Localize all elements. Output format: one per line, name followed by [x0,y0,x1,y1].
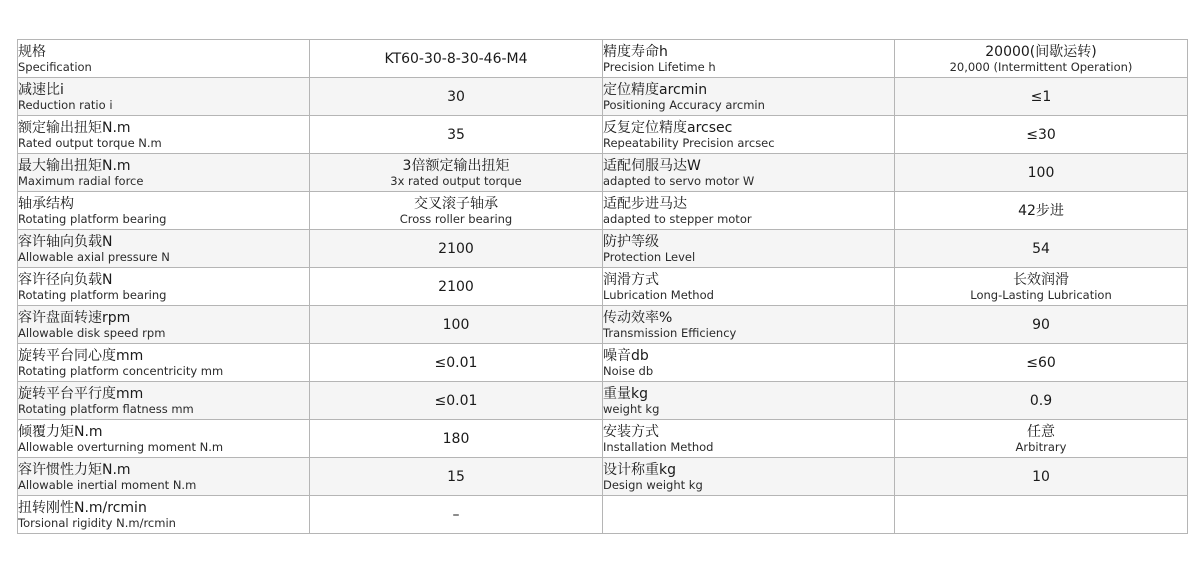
param-name-zh: 旋转平台同心度mm [18,347,144,364]
right-param-value-cell [895,458,1188,496]
param-value: ≤30 [1026,126,1056,143]
param-name-en: Protection Level [603,249,696,264]
param-name-en: Noise db [603,363,654,378]
param-name-en: Repeatability Precision arcsec [603,135,775,150]
param-name-en: Precision Lifetime h [603,59,716,74]
param-name-zh: 适配伺服马达W [603,157,701,174]
table-row [18,458,1188,496]
param-name-zh: 轴承结构 [18,195,74,212]
param-name-zh: 倾覆力矩N.m [18,423,103,440]
param-name-zh: 规格 [18,43,46,60]
param-value: 100 [442,316,470,333]
left-param-value-cell [310,40,603,78]
left-param-value-cell [310,192,603,230]
param-value: 54 [1032,240,1050,257]
param-name-zh: 额定输出扭矩N.m [18,119,131,136]
param-value-note: 3x rated output torque [390,173,522,188]
param-value: – [452,506,460,523]
table-row [18,78,1188,116]
table-row [18,344,1188,382]
table-row [18,192,1188,230]
param-name-en: Positioning Accuracy arcmin [603,97,765,112]
param-name-en: Specification [18,59,92,74]
right-param-value-cell [895,154,1188,192]
left-param-value-cell [310,382,603,420]
left-param-value-cell [310,420,603,458]
param-name-en: Rated output torque N.m [18,135,162,150]
param-name-zh: 定位精度arcmin [603,81,708,98]
param-value-note: 20,000 (Intermittent Operation) [949,59,1133,74]
param-name-en: Rotating platform concentricity mm [18,363,224,378]
right-param-value-cell [895,306,1188,344]
table-row [18,306,1188,344]
left-param-value-cell [310,116,603,154]
param-name-zh: 精度寿命h [603,43,668,60]
table-row [18,420,1188,458]
left-param-value-cell [310,230,603,268]
param-value: 2100 [438,278,474,295]
param-name-zh: 旋转平台平行度mm [18,385,144,402]
param-value: 15 [447,468,465,485]
param-value: 30 [447,88,465,105]
param-value: 交叉滚子轴承 [414,195,498,212]
right-param-label-cell [603,78,895,116]
param-name-zh: 容许轴向负载N [18,233,113,250]
param-name-zh: 重量kg [603,385,648,402]
param-value-note: Arbitrary [1015,439,1067,454]
param-value: ≤0.01 [434,392,478,409]
param-name-en: adapted to servo motor W [603,173,755,188]
left-param-value-cell [310,496,603,534]
param-name-zh: 反复定位精度arcsec [603,119,733,136]
right-param-label-cell [603,192,895,230]
right-param-label-cell [603,420,895,458]
right-param-value-cell [895,230,1188,268]
left-param-label-cell [18,78,310,116]
param-value: ≤0.01 [434,354,478,371]
param-name-en: Lubrication Method [603,287,714,302]
param-value-note: Long-Lasting Lubrication [970,287,1112,302]
param-name-zh: 减速比i [18,81,64,98]
spec-table-body [18,40,1188,534]
param-value: ≤1 [1030,88,1052,105]
right-param-label-cell [603,230,895,268]
param-name-en: Allowable axial pressure N [18,249,170,264]
right-param-value-cell [895,382,1188,420]
table-row [18,496,1188,534]
param-value: KT60-30-8-30-46-M4 [384,50,528,67]
param-value-note: Cross roller bearing [399,211,513,226]
param-name-en: Maximum radial force [18,173,144,188]
param-name-zh: 容许径向负载N [18,271,113,288]
right-param-value-cell [895,420,1188,458]
param-name-zh: 最大输出扭矩N.m [18,157,131,174]
table-row [18,116,1188,154]
left-param-label-cell [18,344,310,382]
param-value: 180 [442,430,470,447]
left-param-value-cell [310,306,603,344]
param-name-en: Reduction ratio i [18,97,113,112]
left-param-label-cell [18,192,310,230]
left-param-label-cell [18,458,310,496]
left-param-label-cell [18,154,310,192]
param-name-en: Allowable disk speed rpm [18,325,166,340]
left-param-label-cell [18,116,310,154]
right-param-value-cell [895,40,1188,78]
param-value: 35 [447,126,465,143]
param-name-zh: 容许盘面转速rpm [18,309,131,326]
left-param-label-cell [18,40,310,78]
right-param-value-cell [895,268,1188,306]
right-param-value-cell [895,116,1188,154]
table-row [18,230,1188,268]
param-name-zh: 防护等级 [603,233,659,250]
param-name-en: Rotating platform bearing [18,287,167,302]
param-name-en: Transmission Efficiency [603,325,737,340]
right-param-label-cell [603,496,895,534]
param-name-en: Rotating platform bearing [18,211,167,226]
table-row [18,268,1188,306]
left-param-label-cell [18,382,310,420]
param-value: 2100 [438,240,474,257]
param-name-zh: 噪音db [603,347,649,364]
param-name-zh: 安装方式 [603,423,659,440]
table-row [18,154,1188,192]
right-param-value-cell [895,78,1188,116]
right-param-label-cell [603,268,895,306]
param-value: 长效润滑 [1013,271,1069,288]
param-name-en: Design weight kg [603,477,703,492]
param-value: 42步进 [1018,202,1064,219]
table-row [18,40,1188,78]
right-param-label-cell [603,344,895,382]
left-param-value-cell [310,78,603,116]
param-name-zh: 传动效率% [603,309,673,326]
right-param-label-cell [603,154,895,192]
left-param-label-cell [18,306,310,344]
table-row [18,382,1188,420]
param-name-en: Installation Method [603,439,714,454]
param-name-en: weight kg [603,401,660,416]
spec-table [17,39,1188,534]
right-param-value-cell [895,192,1188,230]
left-param-value-cell [310,154,603,192]
right-param-label-cell [603,382,895,420]
param-value: 任意 [1027,423,1055,440]
param-name-en: adapted to stepper motor [603,211,752,226]
left-param-value-cell [310,268,603,306]
right-param-label-cell [603,116,895,154]
left-param-value-cell [310,344,603,382]
left-param-value-cell [310,458,603,496]
param-value: ≤60 [1026,354,1056,371]
left-param-label-cell [18,496,310,534]
param-value: 100 [1027,164,1055,181]
param-name-en: Rotating platform flatness mm [18,401,194,416]
param-value: 90 [1032,316,1050,333]
right-param-value-cell [895,496,1188,534]
param-name-en: Allowable overturning moment N.m [18,439,224,454]
param-name-zh: 润滑方式 [603,271,659,288]
param-name-en: Allowable inertial moment N.m [18,477,197,492]
param-value: 0.9 [1029,392,1053,409]
left-param-label-cell [18,420,310,458]
right-param-label-cell [603,306,895,344]
param-value: 3倍额定输出扭矩 [402,157,510,174]
param-name-en: Torsional rigidity N.m/rcmin [18,515,176,530]
right-param-label-cell [603,458,895,496]
param-name-zh: 适配步进马达 [603,195,687,212]
param-value: 20000(间歇运转) [985,43,1097,60]
param-name-zh: 容许惯性力矩N.m [18,461,131,478]
right-param-value-cell [895,344,1188,382]
param-value: 10 [1032,468,1050,485]
left-param-label-cell [18,230,310,268]
left-param-label-cell [18,268,310,306]
param-name-zh: 扭转刚性N.m/rcmin [18,499,147,516]
param-name-zh: 设计称重kg [603,461,676,478]
right-param-label-cell [603,40,895,78]
